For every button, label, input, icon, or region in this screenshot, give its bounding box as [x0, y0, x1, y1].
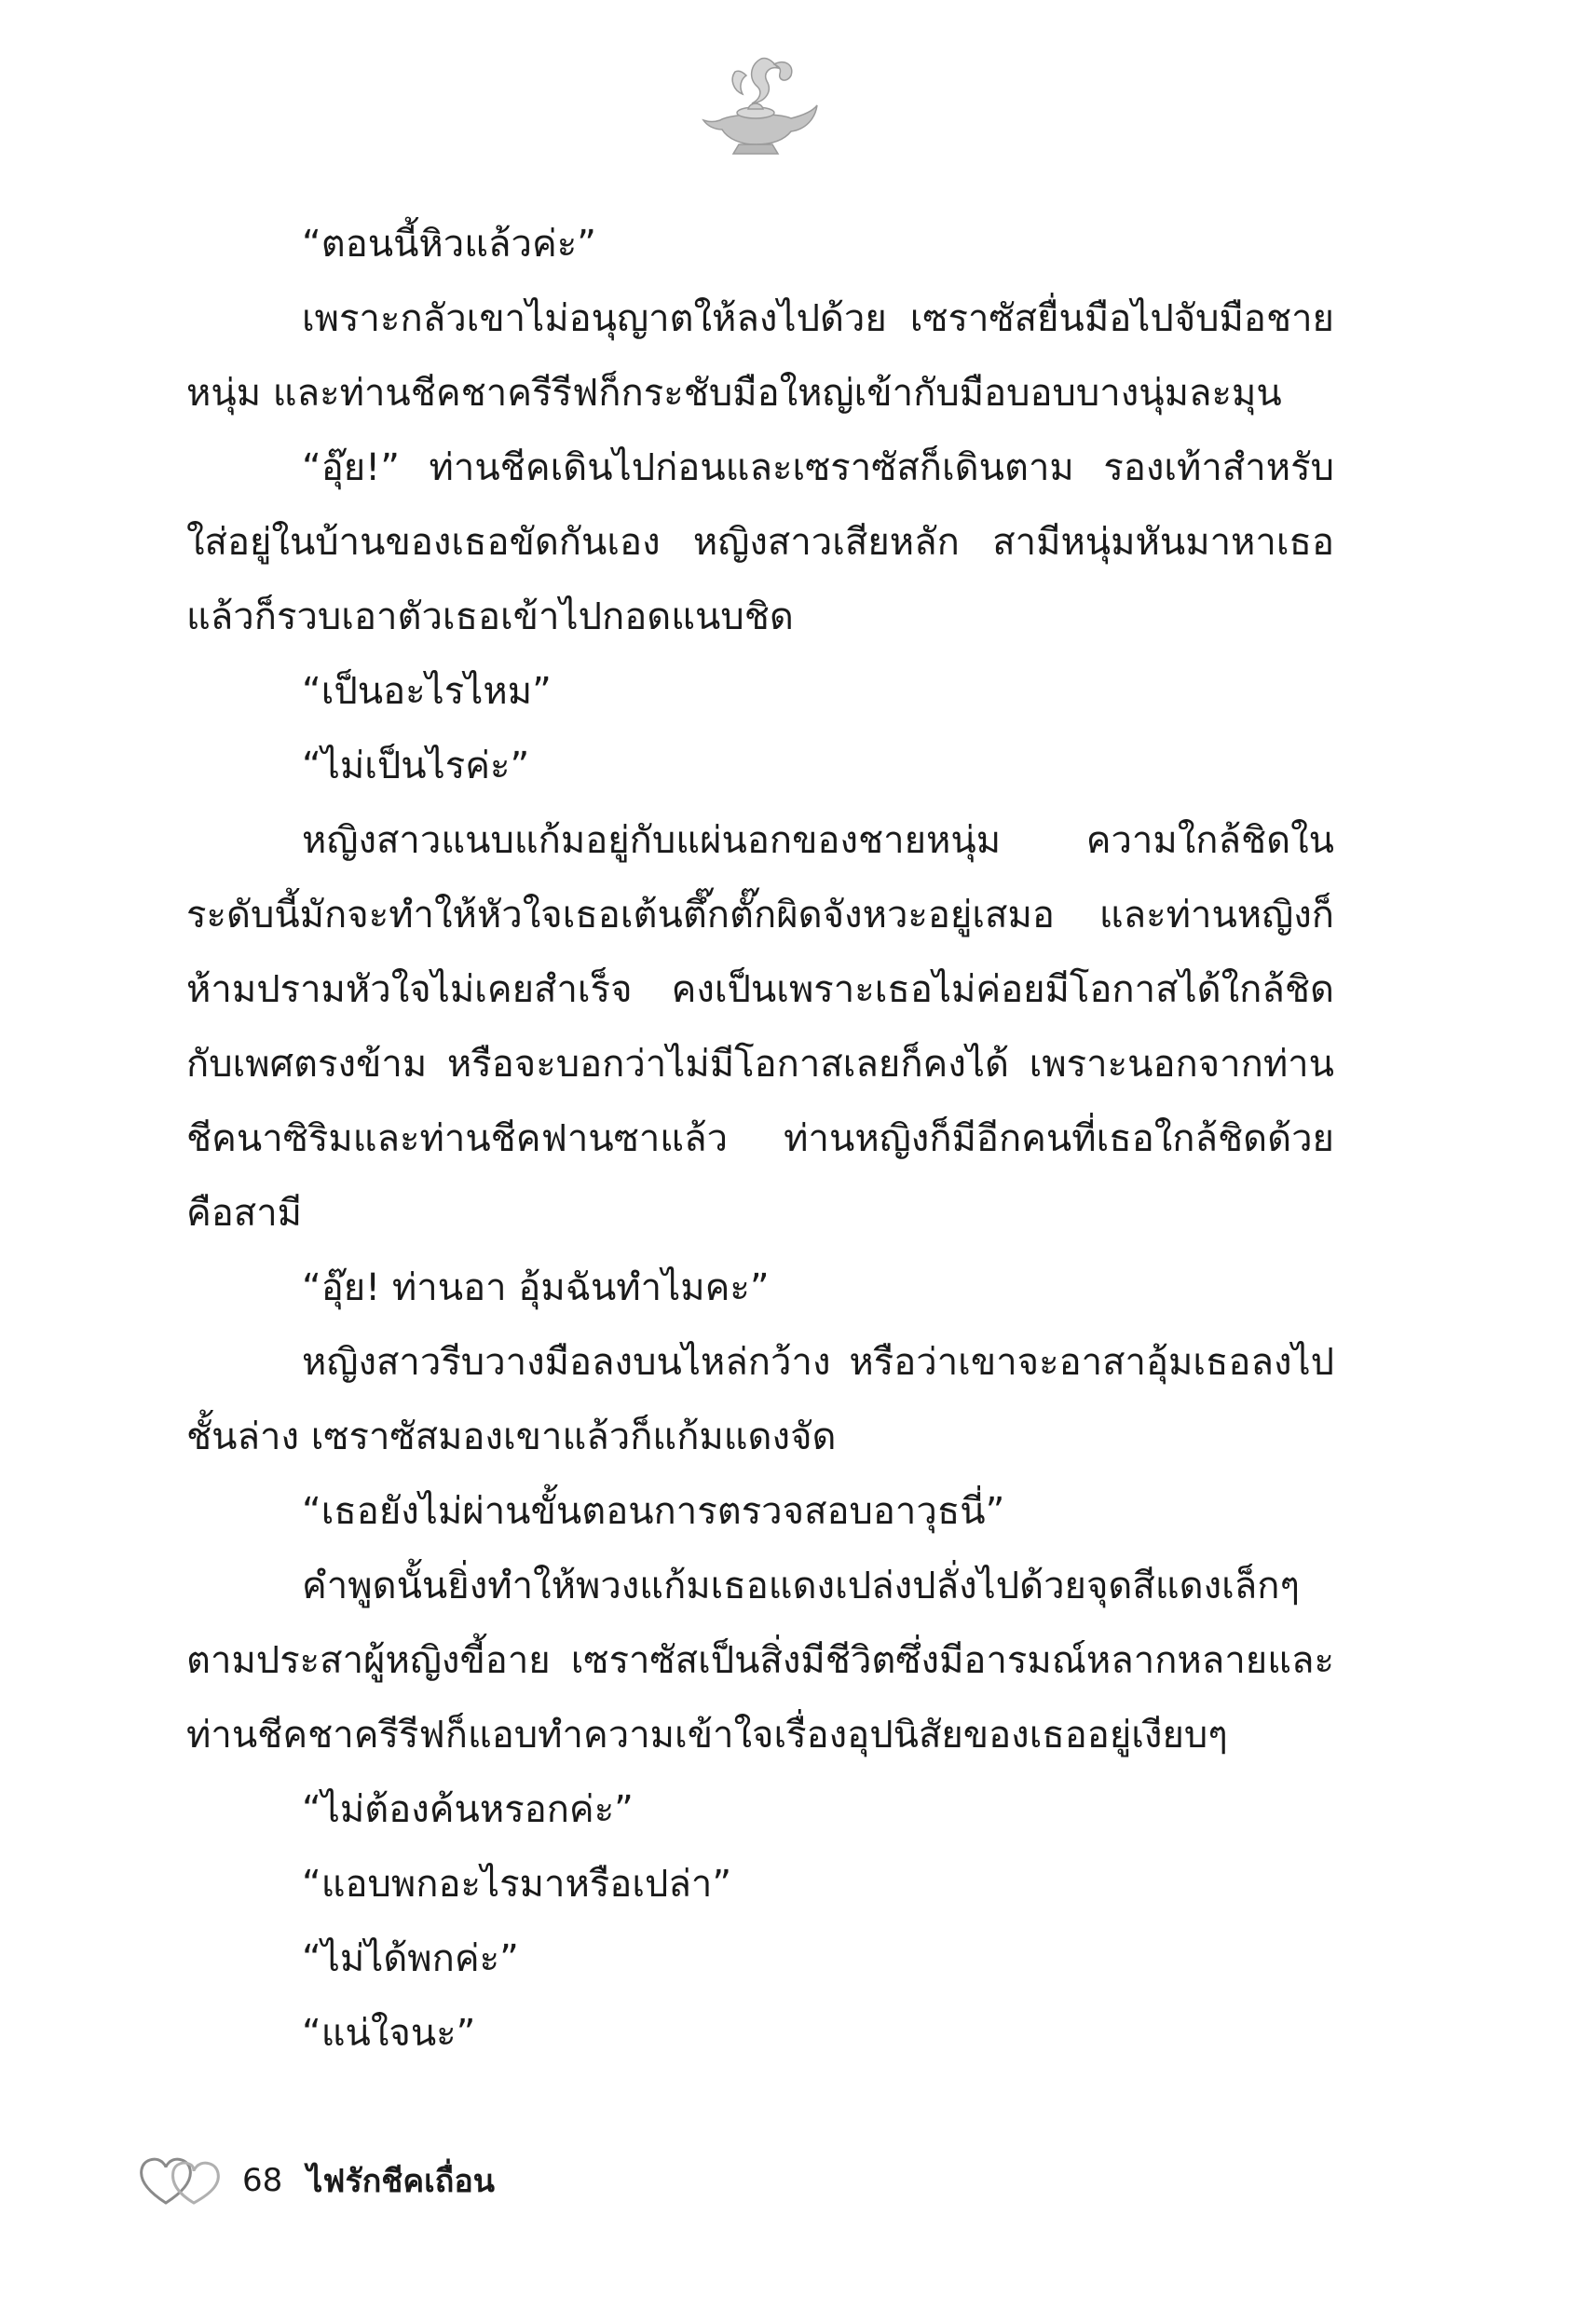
paragraph: “ตอนนี้หิวแล้วค่ะ” [302, 223, 596, 266]
paragraph: คำพูดนั้นยิ่งทำให้พวงแก้มเธอแดงเปล่งปลั่งไปด้วยจุดสีแดงเล็กๆ ตามประสาผู้หญิงขี้อาย เซราซัสเป็นสิ่งมีชีวิตซึ่งมีอารมณ์หลากหลายและท่านชีคชาครีรีฟก็แอบทำความเข้าใจเรื่องอุปนิสัยของเธออยู่เงียบๆ [186, 1565, 1334, 1757]
book-title: ไฟรักชีคเถื่อน [307, 2163, 495, 2200]
paragraph: “เธอยังไม่ผ่านขั้นตอนการตรวจสอบอาวุธนี่” [302, 1490, 1005, 1533]
paragraph: “ไม่ได้พกค่ะ” [302, 1937, 519, 1980]
page-footer [138, 2143, 495, 2218]
paragraph: “อุ๊ย!” ท่านชีคเดินไปก่อนและเซราซัสก็เดินตาม รองเท้าสำหรับใส่อยู่ในบ้านของเธอขัดกันเอง หญิงสาวเสียหลัก สามีหนุ่มหันมาหาเธอแล้วก็รวบเอาตัวเธอเข้าไปกอดแนบชิด [186, 446, 1334, 638]
double-heart-icon [138, 2153, 227, 2208]
paragraph: “อุ๊ย! ท่านอา อุ้มฉันทำไมคะ” [302, 1266, 770, 1309]
paragraph: “ไม่ต้องค้นหรอกค่ะ” [302, 1788, 634, 1831]
paragraph: เพราะกลัวเขาไม่อนุญาตให้ลงไปด้วย เซราซัสยื่นมือไปจับมือชายหนุ่ม และท่านชีคชาครีรีฟก็กระชับมือใหญ่เข้ากับมือบอบบางนุ่มละมุน [186, 297, 1334, 415]
paragraph: “แน่ใจนะ” [302, 2012, 476, 2055]
page-number: 68 [242, 2162, 283, 2199]
paragraph: หญิงสาวแนบแก้มอยู่กับแผ่นอกของชายหนุ่ม ความใกล้ชิดในระดับนี้มักจะทำให้หัวใจเธอเต้นตึ๊กตั๊กผิดจังหวะอยู่เสมอ และท่านหญิงก็ห้ามปรามหัวใจไม่เคยสำเร็จ คงเป็นเพราะเธอไม่ค่อยมีโอกาสได้ใกล้ชิดกับเพศตรงข้าม หรือจะบอกว่าไม่มีโอกาสเลยก็คงได้ เพราะนอกจากท่านชีคนาซิริมและท่านชีคฟานซาแล้ว ท่านหญิงก็มีอีกคนที่เธอใกล้ชิดด้วยคือสามี [186, 819, 1334, 1235]
paragraph: “ไม่เป็นไรค่ะ” [302, 745, 530, 787]
body-text [186, 207, 1334, 2071]
paragraph: “แอบพกอะไรมาหรือเปล่า” [302, 1863, 732, 1906]
paragraph: หญิงสาวรีบวางมือลงบนไหล่กว้าง หรือว่าเขาจะอาสาอุ้มเธอลงไปชั้นล่าง เซราซัสมองเขาแล้วก็แก้มแดงจัด [186, 1341, 1334, 1458]
paragraph: “เป็นอะไรไหม” [302, 670, 552, 713]
genie-lamp-icon [694, 51, 825, 163]
